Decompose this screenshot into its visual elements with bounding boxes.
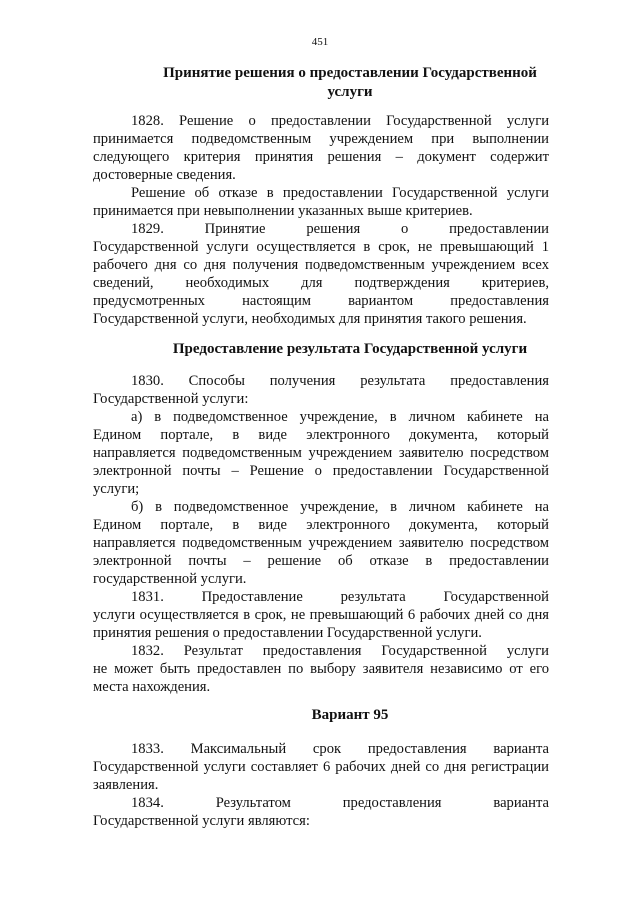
list-item-line: а) в подведомственное учреждение, в личном кабинете на — [131, 409, 549, 425]
paragraph-line: Решение об отказе в предоставлении Государственной услуги — [131, 185, 549, 201]
paragraph-line: Государственной услуги: — [93, 391, 249, 407]
list-item-line: б) в подведомственное учреждение, в личном кабинете на — [131, 499, 549, 515]
paragraph-line: 1829. Принятие решения о предоставлении — [131, 221, 549, 237]
list-item-line: государственной услуги. — [93, 571, 247, 587]
section-heading-decision-line2: услуги — [327, 84, 373, 100]
paragraph-line: принятия решения о предоставлении Государственной услуги. — [93, 625, 482, 641]
list-item-line: электронной почты – Решение о предоставлении Государственной — [93, 463, 549, 479]
paragraph-line: места нахождения. — [93, 679, 211, 695]
paragraph-line: рабочего дня со дня получения подведомственным учреждением всех — [93, 257, 549, 273]
paragraph-line: услуги осуществляется в срок, не превышающий 6 рабочих дней со дня — [93, 607, 549, 623]
paragraph-line: сведений, необходимых для подтверждения критериев, — [93, 275, 549, 291]
paragraph-line: достоверные сведения. — [93, 167, 236, 183]
paragraph-line: принимается при невыполнении указанных выше критериев. — [93, 203, 473, 219]
section-heading-decision-line1: Принятие решения о предоставлении Государственной — [163, 65, 537, 81]
paragraph-line: Государственной услуги, необходимых для принятия такого решения. — [93, 311, 527, 327]
paragraph-line: 1831. Предоставление результата Государственной — [131, 589, 549, 605]
paragraph-line: Государственной услуги являются: — [93, 813, 310, 829]
list-item-line: услуги; — [93, 481, 140, 497]
paragraph-line: Государственной услуги составляет 6 рабочих дней со дня регистрации — [93, 759, 549, 775]
paragraph-line: 1832. Результат предоставления Государственной услуги — [131, 643, 549, 659]
paragraph-line: предусмотренных настоящим вариантом предоставления — [93, 293, 549, 309]
list-item-line: Едином портале, в виде электронного документа, который — [93, 427, 549, 443]
paragraph-line: 1834. Результатом предоставления варианта — [131, 795, 549, 811]
list-item-line: направляется подведомственным учреждением заявителю посредством — [93, 535, 549, 551]
paragraph-line: Государственной услуги осуществляется в срок, не превышающий 1 — [93, 239, 549, 255]
page-number: 451 — [311, 36, 329, 48]
section-heading-variant: Вариант 95 — [311, 707, 389, 723]
list-item-line: направляется подведомственным учреждением заявителю посредством — [93, 445, 549, 461]
list-item-line: электронной почты – решение об отказе в предоставлении — [93, 553, 549, 569]
section-heading-result: Предоставление результата Государственной услуги — [172, 341, 528, 357]
paragraph-line: заявления. — [93, 777, 159, 793]
list-item-line: Едином портале, в виде электронного документа, который — [93, 517, 549, 533]
paragraph-line: 1828. Решение о предоставлении Государственной услуги — [131, 113, 549, 129]
paragraph-line: 1833. Максимальный срок предоставления варианта — [131, 741, 549, 757]
paragraph-line: 1830. Способы получения результата предоставления — [131, 373, 549, 389]
paragraph-line: не может быть предоставлен по выбору заявителя независимо от его — [93, 661, 549, 677]
paragraph-line: принимается подведомственным учреждением при выполнении — [93, 131, 549, 147]
paragraph-line: следующего критерия принятия решения – документ содержит — [93, 149, 549, 165]
